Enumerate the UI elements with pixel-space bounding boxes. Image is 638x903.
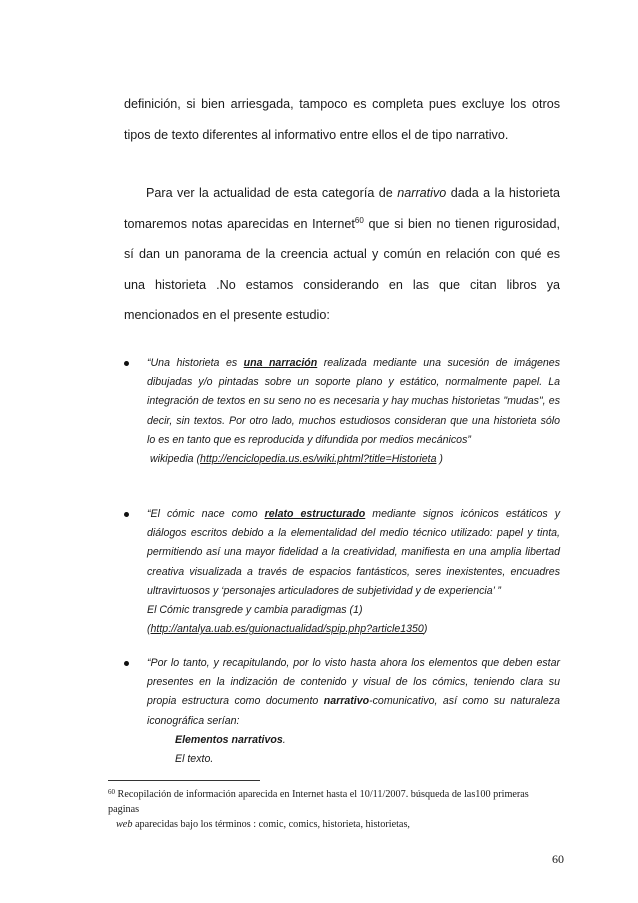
quote-line xyxy=(147,505,560,524)
quote-line: “Por lo tanto, y recapitulando, por lo visto hasta ahora los elementos que deben estar xyxy=(147,657,560,669)
text-run: tomaremos notas aparecidas en Internet xyxy=(124,216,355,231)
bullet-icon xyxy=(124,661,129,666)
source-link[interactable]: http://antalya.uab.es/guionactualidad/spip.php?article1350 xyxy=(150,623,424,636)
quote-line: dibujadas y/o pintadas sobre un soporte plano y estático, normalmente papel. La xyxy=(147,376,560,389)
paragraph-line: una historieta .No estamos considerando en las que citan libros ya xyxy=(124,277,560,292)
emphasis-narrativo: narrativo xyxy=(397,186,447,200)
text-run: ( xyxy=(147,623,151,636)
footnote-line xyxy=(108,787,568,802)
emphasis-una-narracion: una narración xyxy=(243,357,318,369)
paragraph-line xyxy=(124,209,560,240)
bullet-icon xyxy=(124,512,129,517)
paragraph-line xyxy=(124,178,560,209)
text-run: realizada mediante una sucesión de imágenes xyxy=(317,357,560,369)
quote-line: ultravirtuosos y ‘personajes articuladores de subjetividad y de experiencia’ ” xyxy=(147,584,501,597)
text-run: mediante signos icónicos estáticos y xyxy=(365,508,561,520)
quote-2 xyxy=(147,505,560,639)
quote-line xyxy=(147,731,560,750)
text-run: . xyxy=(282,733,286,746)
emphasis-narrativo: narrativo xyxy=(323,695,370,708)
text-run: ) xyxy=(423,623,428,636)
paragraph-1 xyxy=(124,89,560,150)
footnote-number: 60 xyxy=(108,788,115,796)
quote-1 xyxy=(147,354,560,469)
quote-line xyxy=(147,692,560,711)
text-run: wikipedia ( xyxy=(150,453,201,466)
quote-3 xyxy=(147,654,560,769)
quote-line xyxy=(147,354,560,373)
text-run: “Una historieta es xyxy=(147,357,244,369)
quote-line: El texto. xyxy=(175,753,214,766)
quote-line: permitiendo así una mayor fidelidad a la creatividad, manifiesta en una amplia libertad xyxy=(147,546,560,559)
quote-line: creativa visualizada a través de espacios fantásticos, seres inexistentes, encuadres xyxy=(147,565,560,578)
page-number: 60 xyxy=(552,852,564,866)
quote-line: iconográfica serían: xyxy=(147,714,240,727)
text-run: Para ver la actualidad de esta categoría de xyxy=(146,186,398,200)
text-run: aparecidas bajo los términos : comic, comics, historieta, historietas, xyxy=(132,819,410,830)
quote-line: integración de textos en su seno no es necesaria y hay muchas historietas "mudas", es xyxy=(147,395,560,408)
bullet-icon xyxy=(124,361,129,366)
emphasis-relato-estructurado: relato estructurado xyxy=(264,508,366,520)
text-run: propia estructura como documento xyxy=(147,695,324,708)
paragraph-2 xyxy=(124,178,560,331)
quote-line: El Cómic transgrede y cambia paradigmas (1) xyxy=(147,604,363,617)
paragraph-line: tipos de texto diferentes al informativo entre ellos el de tipo narrativo. xyxy=(124,127,509,142)
text-run: Recopilación de información aparecida en Internet hasta el 10/11/2007. búsqueda de las100 primeras xyxy=(115,789,529,800)
text-run: -comunicativo, así como su naturaleza xyxy=(369,695,560,708)
footnote-line xyxy=(108,817,568,832)
quote-source xyxy=(147,450,560,469)
footnote-reference[interactable]: 60 xyxy=(354,215,364,225)
footnote-divider xyxy=(108,780,260,781)
quote-line: presentes en la indización de contenido y visual de los cómics, teniendo clara su xyxy=(147,676,560,689)
quote-line: lo es en tanto que es reproducida y difundida por medios mecánicos” xyxy=(147,433,471,446)
quote-line: decir, sin textos. Por otro lado, muchos estudiosos consideran que una historieta sólo xyxy=(147,414,560,427)
source-link[interactable]: http://enciclopedia.us.es/wiki.phtml?title=Historieta xyxy=(200,453,437,466)
quote-line: diálogos escritos debido a la elementalidad del medio técnico utilizado: papel y tinta, xyxy=(147,527,560,540)
emphasis-elementos-narrativos: Elementos narrativos xyxy=(175,733,283,746)
paragraph-line: definición, si bien arriesgada, tampoco es completa pues excluye los otros xyxy=(124,97,560,111)
paragraph-line: sí dan un panorama de la creencia actual y común en relación con qué es xyxy=(124,247,560,261)
emphasis-web: web xyxy=(116,819,133,830)
text-run: dada a la historieta xyxy=(446,186,560,200)
paragraph-line: mencionados en el presente estudio: xyxy=(124,308,330,322)
text-run: que si bien no tienen rigurosidad, xyxy=(363,216,560,231)
text-run: ) xyxy=(436,453,443,466)
text-run: “El cómic nace como xyxy=(147,508,265,520)
quote-source xyxy=(147,620,560,639)
footnote-line: paginas xyxy=(108,804,140,815)
footnote xyxy=(108,787,568,832)
